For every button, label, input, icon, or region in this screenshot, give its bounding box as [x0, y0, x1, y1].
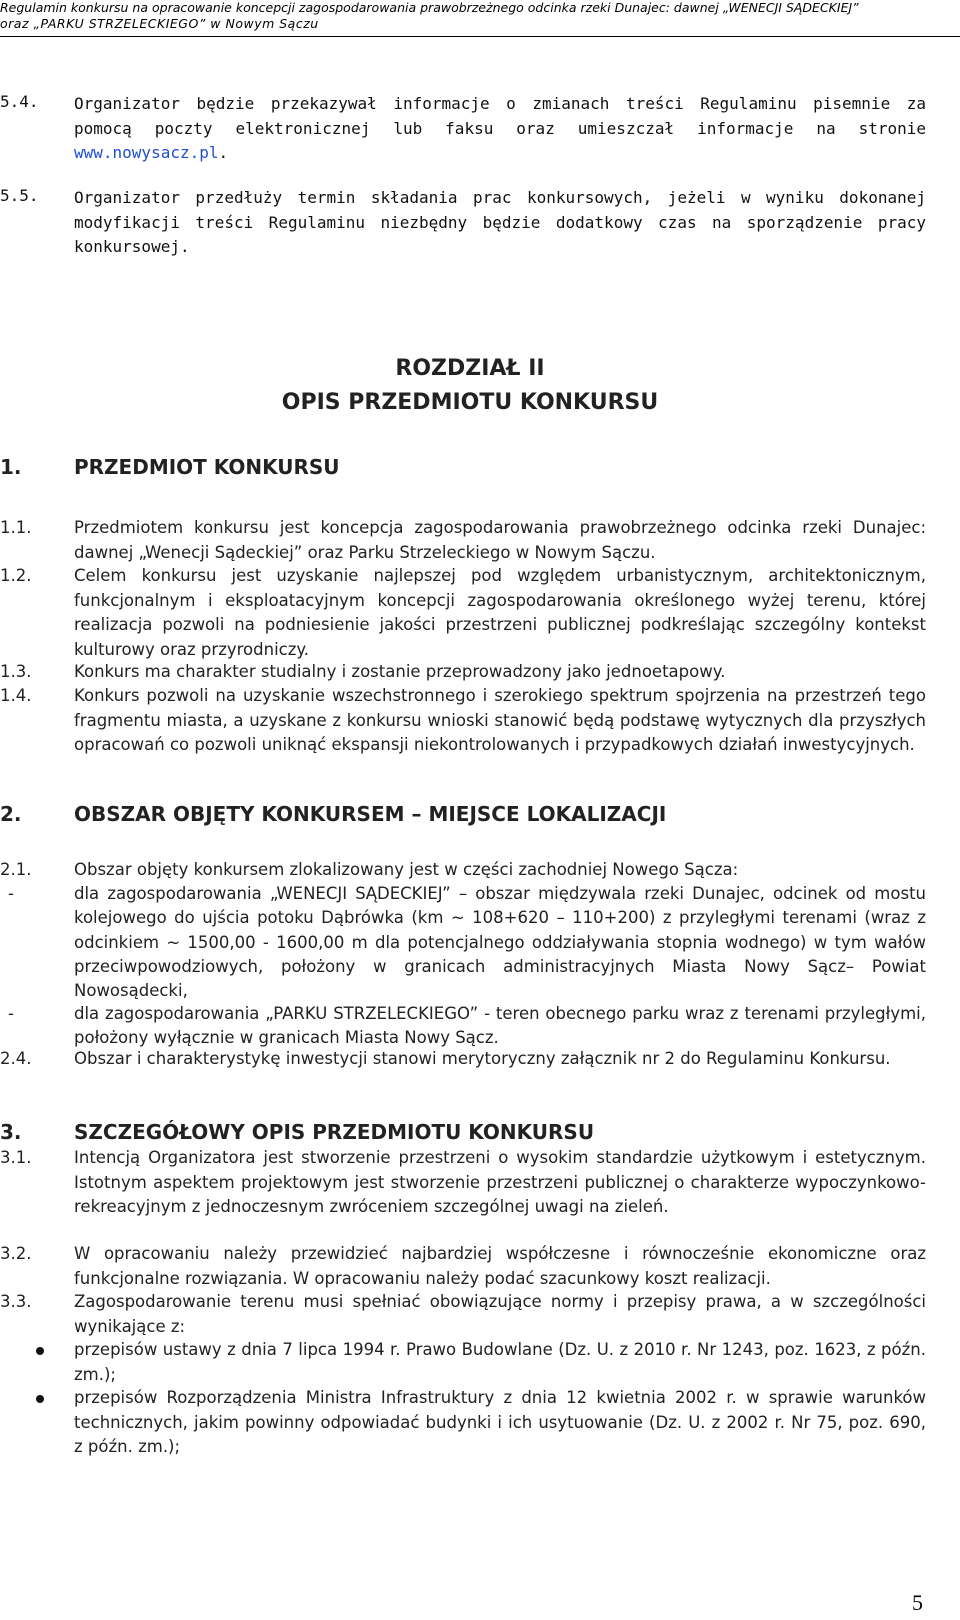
item-3-3 [0, 1290, 960, 1338]
item-number: 3.1. [0, 1148, 32, 1167]
item-number: 1.1. [0, 518, 32, 537]
chapter-number: ROZDZIAŁ II [395, 356, 545, 381]
item-1-4 [0, 684, 960, 780]
header-line-2: oraz „PARKU STRZELECKIEGO” w Nowym Sączu [0, 16, 319, 31]
item-1-3 [0, 660, 960, 684]
item-number: 5.5. [0, 186, 39, 205]
item-5-4-period: . [218, 143, 229, 162]
item-1-1 [0, 516, 960, 564]
item-number: 3.3. [0, 1292, 32, 1311]
item-2-1 [0, 858, 960, 882]
website-link[interactable]: www.nowysacz.pl [74, 143, 219, 162]
item-5-4 [0, 92, 960, 168]
dash-item-text: dla zagospodarowania „PARKU STRZELECKIEGO” - teren obecnego parku wraz z terenami przyległymi, położony wyłącznie w granicach Miasta Nowy Sącz. [74, 1004, 926, 1048]
item-1-2 [0, 564, 960, 660]
item-text: Intencją Organizatora jest stworzenie przestrzeni o wysokim standardzie użytkowym i estetycznym. Istotnym aspektem projektowym jest stworzenie przestrzeni publicznej o charakterze wypoczynkowo- rekreacyjnym z jednoczesnym zwróceniem szczególnej uwagi na zieleń. [74, 1148, 926, 1216]
item-text: W opracowaniu należy przewidzieć najbardziej współczesne i równocześnie ekonomiczne oraz funkcjonalne rozwiązania. W opracowaniu należy podać szacunkowy koszt realizacji. [74, 1244, 926, 1288]
header-line-1: Regulamin konkursu na opracowanie koncepcji zagospodarowania prawobrzeżnego odcinka rzeki Dunajec: dawnej „WENECJI SĄDECKIEJ” [0, 0, 859, 15]
item-5-5 [0, 186, 960, 262]
item-3-2 [0, 1242, 960, 1290]
item-text: Zagospodarowanie terenu musi spełniać obowiązujące normy i przepisy prawa, a w szczególności wynikające z: [74, 1292, 926, 1336]
section-title: SZCZEGÓŁOWY OPIS PRZEDMIOTU KONKURSU [74, 1120, 595, 1144]
bullet-marker [36, 1347, 44, 1355]
item-text: Organizator przedłuży termin składania prac konkursowych, jeżeli w wyniku dokonanej modyfikacji treści Regulaminu niezbędny będzie dodatkowy czas na sporządzenie pracy konkursowej. [74, 188, 926, 256]
dash-item-1 [0, 882, 960, 1002]
item-text: Celem konkursu jest uzyskanie najlepszej pod względem urbanistycznym, architektonicznym, funkcjonalnym i eksploatacyjnym koncepcji zagospodarowania określonego wyżej terenu, której realizacja pozwoli na podniesienie jakości przestrzeni publicznej podkreślając szczególny kontekst kulturowy oraz przyrodniczy. [74, 566, 926, 659]
item-number: 1.2. [0, 566, 32, 585]
section-title: OBSZAR OBJĘTY KONKURSEM – MIEJSCE LOKALIZACJI [74, 802, 667, 826]
item-number: 3.2. [0, 1244, 32, 1263]
item-text: Obszar i charakterystykę inwestycji stanowi merytoryczny załącznik nr 2 do Regulaminu Konkursu. [74, 1049, 891, 1068]
item-2-4 [0, 1047, 960, 1095]
section-number: 3. [0, 1120, 22, 1144]
item-text: Przedmiotem konkursu jest koncepcja zagospodarowania prawobrzeżnego odcinka rzeki Dunajec: dawnej „Wenecji Sądeckiej” oraz Parku Strzeleckiego w Nowym Sączu. [74, 518, 926, 562]
item-number: 5.4. [0, 92, 39, 111]
header-rule [0, 36, 960, 37]
item-3-1 [0, 1146, 960, 1242]
chapter-title: OPIS PRZEDMIOTU KONKURSU [281, 390, 659, 415]
dash-item-text: dla zagospodarowania „WENECJI SĄDECKIEJ” – obszar międzywala rzeki Dunajec, odcinek od mostu kolejowego do ujścia potoku Dąbrówka (km ~ 108+620 – 110+200) z przyległymi terenami (wraz z odcinkiem ~ 1500,00 - 1600,00 m dla potencjalnego oddziaływania stopnia wodnego) w tym wałów przeciwpowodziowych, położony w granicach administracyjnych Miasta Nowy Sącz– Powiat Nowosądecki, [74, 884, 926, 1001]
bullet-text: przepisów Rozporządzenia Ministra Infrastruktury z dnia 12 kwietnia 2002 r. w sprawie warunków technicznych, jakim powinny odpowiadać budynki i ich usytuowanie (Dz. U. z 2002 r. Nr 75, poz. 690, z późn. zm.); [74, 1388, 926, 1456]
bullet-item-1 [0, 1338, 960, 1386]
page-number: 5 [912, 1590, 923, 1615]
item-text: Konkurs pozwoli na uzyskanie wszechstronnego i szerokiego spektrum spojrzenia na przestrzeń tego fragmentu miasta, a uzyskane z konkursu wnioski stanowić będą podstawę wytycznych dla przyszłych opracowań co pozwoli uniknąć ekspansji niekontrolowanych i przypadkowych działań inwestycyjnych. [74, 686, 926, 754]
bullet-marker [36, 1395, 44, 1403]
item-text: Obszar objęty konkursem zlokalizowany jest w części zachodniej Nowego Sącza: [74, 860, 739, 879]
section-number: 1. [0, 455, 22, 479]
dash-marker: - [8, 1004, 14, 1023]
dash-item-2 [0, 1002, 960, 1050]
dash-marker: - [8, 884, 14, 903]
running-header [0, 0, 960, 32]
item-text: Konkurs ma charakter studialny i zostanie przeprowadzony jako jednoetapowy. [74, 662, 726, 681]
item-text [74, 92, 926, 166]
item-number: 2.1. [0, 860, 32, 879]
item-number: 2.4. [0, 1049, 32, 1068]
item-number: 1.4. [0, 686, 32, 705]
bullet-item-2 [0, 1386, 960, 1458]
item-5-4-text: Organizator będzie przekazywał informacje o zmianach treści Regulaminu pisemnie za pomocą poczty elektronicznej lub faksu oraz umieszczał informacje na stronie [74, 94, 926, 138]
item-number: 1.3. [0, 662, 32, 681]
section-number: 2. [0, 802, 22, 826]
section-title: PRZEDMIOT KONKURSU [74, 455, 340, 479]
bullet-text: przepisów ustawy z dnia 7 lipca 1994 r. Prawo Budowlane (Dz. U. z 2010 r. Nr 1243, poz. 1623, z późn. zm.); [74, 1340, 926, 1384]
